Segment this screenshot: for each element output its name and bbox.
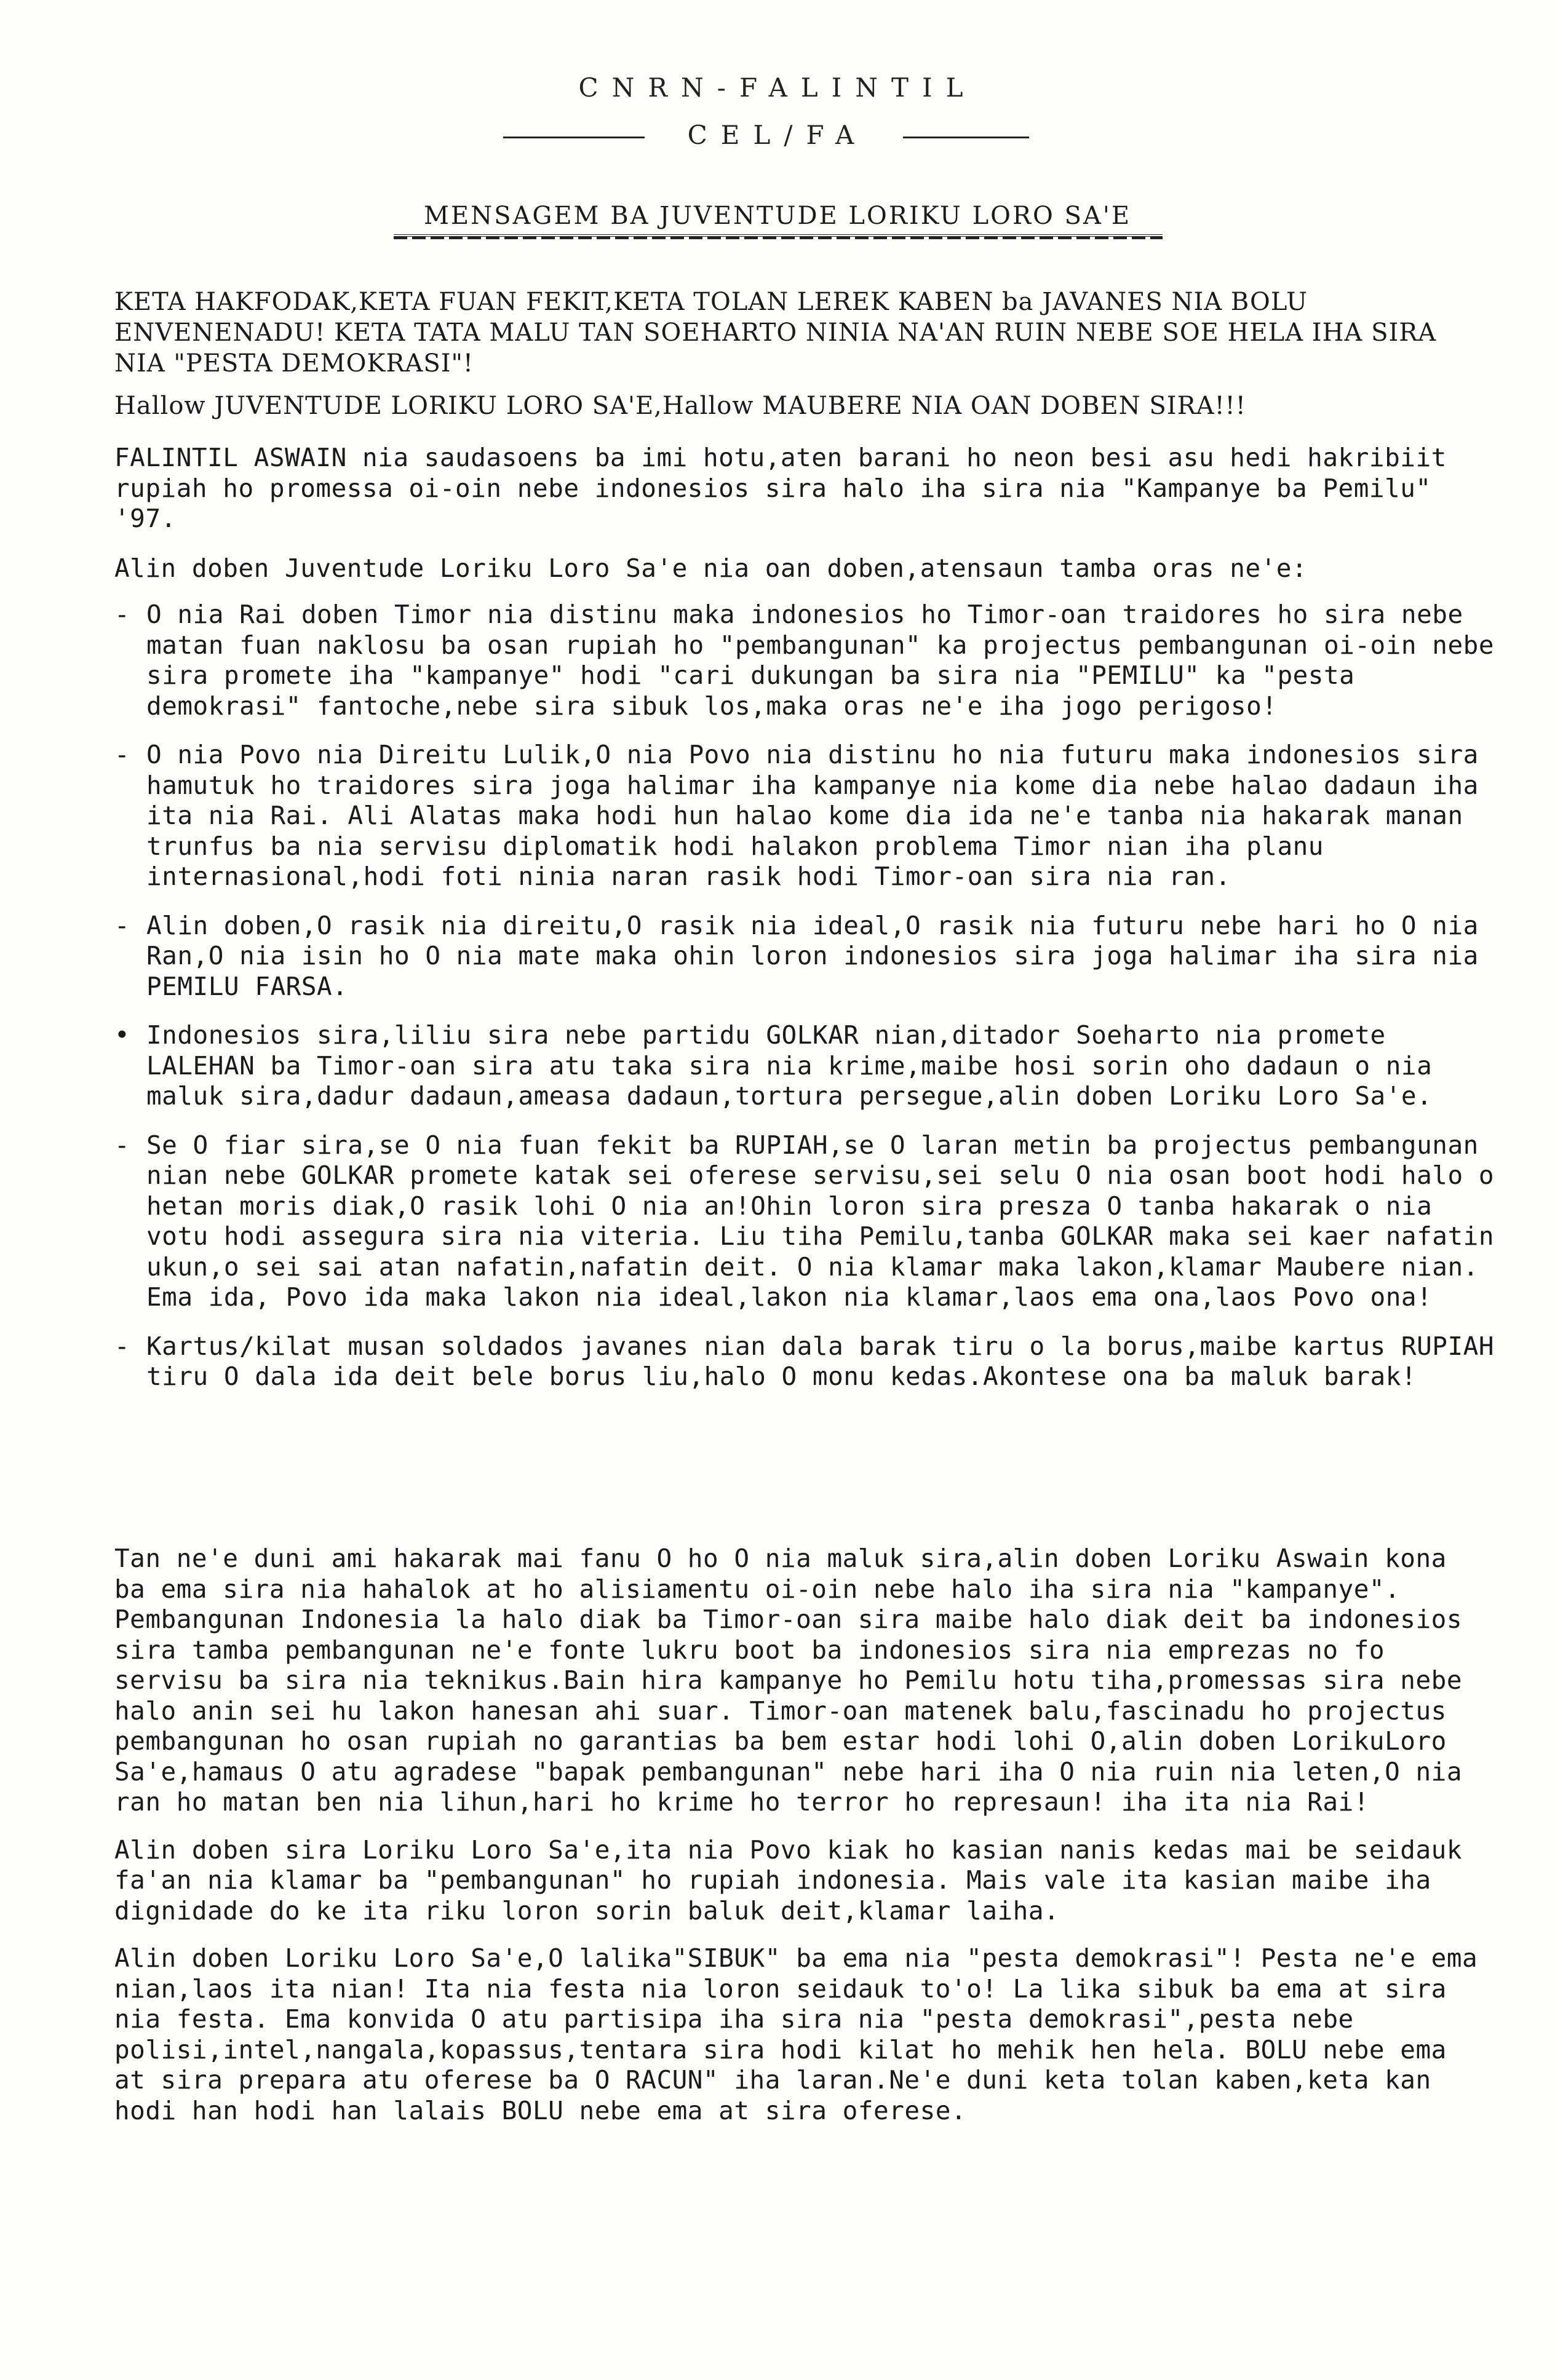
paragraph-falintil-text: FALINTIL ASWAIN nia saudasoens ba imi hotu,aten barani ho neon besi asu hedi hakribiit rupiah ho promessa oi-oin nebe indonesios sira halo iha sira nia "Kampanye ba Pemilu" '97. (114, 443, 1447, 533)
organization-cell: CEL/FA (687, 120, 868, 150)
paragraph-attention (114, 553, 1492, 584)
bullet-marker: - (114, 600, 130, 629)
paragraph-attention-text: Alin doben Juventude Loriku Loro Sa'e nia oan doben,atensaun tamba oras ne'e: (114, 553, 1308, 583)
title-underline (394, 234, 1163, 243)
bullet-text: Alin doben,O rasik nia direitu,O rasik nia ideal,O rasik nia futuru nebe hari ho O nia Ran,O nia isin ho O nia mate maka ohin loron indonesios sira joga halimar iha sira nia PEMILU FARSA. (146, 910, 1479, 1001)
intro-greeting (114, 391, 1486, 421)
list-item (114, 740, 1498, 892)
closing-section (114, 1544, 1492, 2143)
paragraph-falintil (114, 443, 1492, 534)
list-item (114, 1331, 1498, 1392)
bullet-text: O nia Rai doben Timor nia distinu maka indonesios ho Timor-oan traidores ho sira nebe matan fuan naklosu ba osan rupiah ho "pembangunan" ka projectus pembangunan oi-oin nebe sira promete iha "kampanye" hodi "cari dukungan ba sira nia "PEMILU" ka "pesta demokrasi" fantoche,nebe sira sibuk los,maka oras ne'e iha jogo perigoso! (146, 600, 1495, 721)
intro-warning (114, 287, 1486, 379)
list-item (114, 600, 1498, 721)
bullet-marker: - (114, 1130, 130, 1160)
list-item (114, 1020, 1498, 1112)
bullet-text: Kartus/kilat musan soldados javanes nian dala barak tiru o la borus,maibe kartus RUPIAH tiru O dala ida deit bele borus liu,halo O monu kedas.Akontese ona ba maluk barak! (146, 1331, 1495, 1391)
bullet-list (114, 600, 1498, 1411)
right-rule (903, 137, 1029, 138)
intro-warning-text: KETA HAKFODAK,KETA FUAN FEKIT,KETA TOLAN LEREK KABEN ba JAVANES NIA BOLU ENVENENADU! KETA TATA MALU TAN SOEHARTO NINIA NA'AN RUIN NEBE SOE HELA IHA SIRA NIA "PESTA DEMOKRASI"! (114, 288, 1437, 378)
bullet-text: Se O fiar sira,se O nia fuan fekit ba RUPIAH,se O laran metin ba projectus pembangunan nian nebe GOLKAR promete katak sei oferese servisu,sei selu O nia osan boot hodi halo o hetan moris diak,O rasik lohi O nia an!Ohin loron sira presza O tanba hakarak o nia votu hodi assegura sira nia viteria. Liu tiha Pemilu,tanba GOLKAR maka sei kaer nafatin ukun,o sei sai atan nafatin,nafatin deit. O nia klamar maka lakon,klamar Maubere nian. Ema ida, Povo ida maka lakon nia ideal,lakon nia klamar,laos ema ona,laos Povo ona! (146, 1130, 1495, 1312)
intro-greeting-text: Hallow JUVENTUDE LORIKU LORO SA'E,Hallow MAUBERE NIA OAN DOBEN SIRA!!! (114, 392, 1246, 420)
list-item (114, 1130, 1498, 1313)
bullet-marker: - (114, 1331, 130, 1361)
message-title: MENSAGEM BA JUVENTUDE LORIKU LORO SA'E (423, 202, 1132, 230)
bullet-marker: • (114, 1020, 130, 1050)
bullet-text: Indonesios sira,liliu sira nebe partidu GOLKAR nian,ditador Soeharto nia promete LALEHAN ba Timor-oan sira atu taka sira nia krime,maibe hosi sorin oho dadaun o nia maluk sira,dadur dadaun,ameasa dadaun,tortura persegue,alin doben Loriku Loro Sa'e. (146, 1020, 1433, 1111)
bullet-marker: - (114, 910, 130, 940)
organization-name: CNRN-FALINTIL (578, 73, 977, 103)
bullet-marker: - (114, 740, 130, 769)
bullet-text: O nia Povo nia Direitu Lulik,O nia Povo nia distinu ho nia futuru maka indonesios sira hamutuk ho traidores sira joga halimar iha kampanye nia kome dia nebe halao dadaun iha ita nia Rai. Ali Alatas maka hodi hun halao kome dia ida ne'e tanba nia hakarak manan trunfus ba nia servisu diplomatik hodi halakon problema Timor nian iha planu internasional,hodi foti ninia naran rasik hodi Timor-oan sira nia ran. (146, 740, 1479, 891)
closing-paragraph: Tan ne'e duni ami hakarak mai fanu O ho O nia maluk sira,alin doben Loriku Aswain kona ba ema sira nia hahalok at ho alisiamentu oi-oin nebe halo iha sira nia "kampanye". Pembangunan Indonesia la halo diak ba Timor-oan sira maibe halo diak deit ba indonesios sira tamba pembangunan ne'e fonte lukru boot ba indonesios sira nia emprezas no fo servisu ba sira nia teknikus.Bain hira kampanye ho Pemilu hotu tiha,promessas sira nebe halo anin sei hu lakon hanesan ahi suar. Timor-oan matenek balu,fascinadu ho projectus pembangunan ho osan rupiah no garantias ba bem estar hodi lohi O,alin doben LorikuLoro Sa'e,hamaus O atu agradese "bapak pembangunan" nebe hari iha O nia ruin nia leten,O nia ran ho matan ben nia lihun,hari ho krime ho terror ho represaun! iha ita nia Rai! (114, 1544, 1463, 1817)
list-item (114, 911, 1498, 1002)
closing-paragraph: Alin doben Loriku Loro Sa'e,O lalika"SIBUK" ba ema nia "pesta demokrasi"! Pesta ne'e ema nian,laos ita nian! Ita nia festa nia loron seidauk to'o! La lika sibuk ba ema at sira nia festa. Ema konvida O atu partisipa iha sira nia "pesta demokrasi",pesta nebe polisi,intel,nangala,kopassus,tentara sira hodi kilat ho mehik hen hela. BOLU nebe ema at sira prepara atu oferese ba O RACUN" iha laran.Ne'e duni keta tolan kaben,keta kan hodi han hodi han lalais BOLU nebe ema at sira oferese. (114, 1943, 1478, 2125)
closing-paragraph: Alin doben sira Loriku Loro Sa'e,ita nia Povo kiak ho kasian nanis kedas mai be seidauk fa'an nia klamar ba "pembangunan" ho rupiah indonesia. Mais vale ita kasian maibe iha dignidade do ke ita riku loron sorin baluk deit,klamar laiha. (114, 1835, 1463, 1926)
